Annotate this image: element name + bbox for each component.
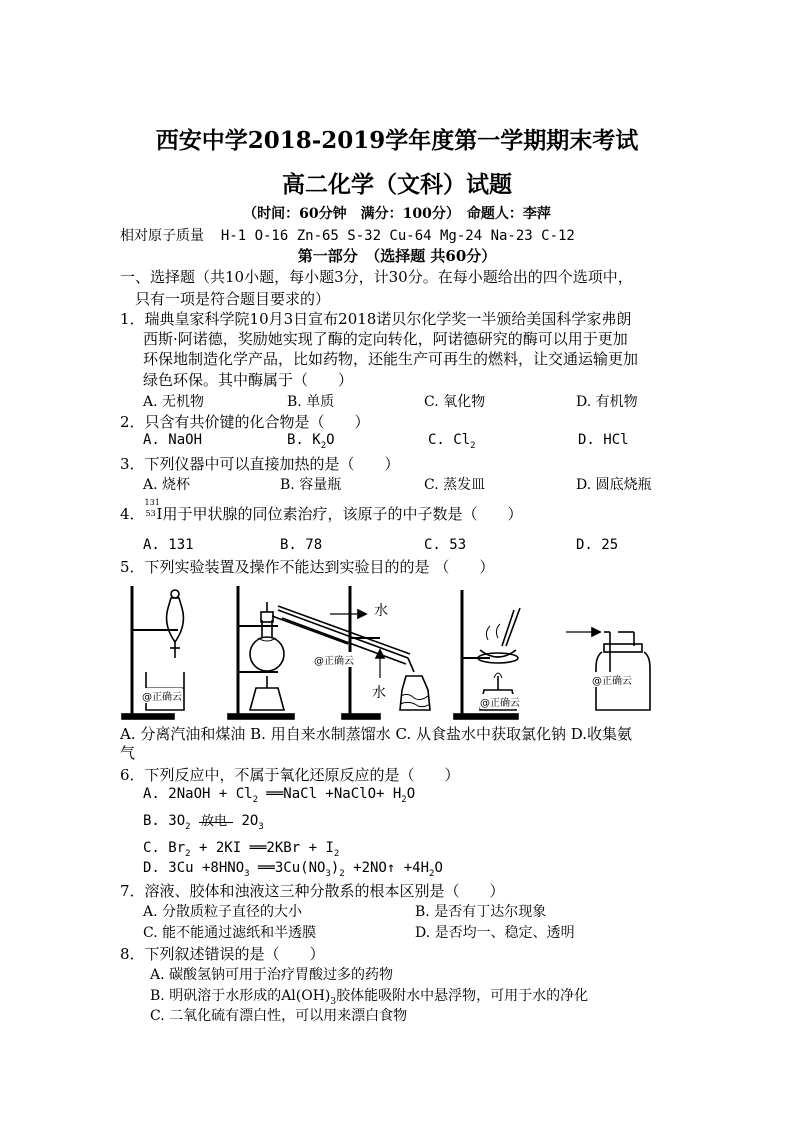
q1-line3: 环保地制造化学产品，比如药物，还能生产可再生的燃料，让交通运输更加 bbox=[143, 350, 639, 368]
q2-option-b: B. $K_2O$ bbox=[287, 432, 335, 451]
q1-line4: 绿色环保。其中酶属于（ ） bbox=[143, 371, 354, 389]
watermark-3: @正确云 bbox=[480, 694, 520, 709]
q4-option-d: D. 25 bbox=[576, 537, 619, 553]
q1-line2: 西斯·阿诺德，奖励她实现了酶的定向转化，阿诺德研究的酶可以用于更加 bbox=[143, 330, 628, 348]
q8-option-b: B. 明矾溶于水形成的$Al(OH)_3$胶体能吸附水中悬浮物，可用于水的净化 bbox=[150, 988, 589, 1007]
water-label-bottom: 水 bbox=[372, 685, 386, 701]
part1-title: 第一部分 （选择题 共60分） bbox=[297, 247, 497, 265]
exam-subtitle: 高二化学（文科）试题 bbox=[282, 171, 512, 198]
q7-option-d: D. 是否均一、稳定、透明 bbox=[415, 925, 575, 941]
q4-option-b: B. 78 bbox=[280, 537, 323, 553]
q4-number: 4． bbox=[120, 505, 145, 523]
q6-stem: 6．下列反应中，不属于氧化还原反应的是（ ） bbox=[120, 766, 460, 784]
exam-meta: （时间：60分钟 满分：100分） 命题人：李萍 bbox=[243, 206, 551, 222]
q2-option-a: A. NaOH bbox=[143, 432, 203, 448]
q1-option-d: D. 有机物 bbox=[576, 394, 638, 410]
q8-stem: 8．下列叙述错误的是（ ） bbox=[120, 945, 325, 963]
q6-option-a: A. 2NaOH + $Cl_2$ ══NaCl +NaClO+ $H_2O$ bbox=[143, 786, 416, 805]
q3-option-b: B. 容量瓶 bbox=[280, 477, 342, 493]
q7-option-c: C. 能不能通过滤纸和半透膜 bbox=[143, 925, 317, 941]
q1-option-b: B. 单质 bbox=[287, 394, 335, 410]
q2-option-c: C. $Cl_2$ bbox=[428, 432, 476, 451]
q7-stem: 7．溶液、胶体和浊液这三种分散系的根本区别是（ ） bbox=[120, 882, 505, 900]
q1-option-c: C. 氧化物 bbox=[424, 394, 486, 410]
q5-stem: 5．下列实验装置及操作不能达到实验目的的是 （ ） bbox=[120, 558, 495, 576]
q4-stem-line bbox=[120, 498, 523, 524]
atomic-mass-label: 相对原子质量 bbox=[120, 228, 204, 244]
q2-option-d: D. HCl bbox=[578, 432, 629, 448]
q5-options-line1: A. 分离汽油和煤油 B. 用自来水制蒸馏水 C. 从食盐水中获取氯化钠 D.收集氨 bbox=[120, 725, 632, 743]
apparatus-svg bbox=[118, 580, 678, 722]
gas-collection-apparatus bbox=[566, 628, 650, 710]
q7-option-a: A. 分散质粒子直径的大小 bbox=[143, 904, 303, 920]
watermark-1: @正确云 bbox=[142, 688, 182, 703]
q6-b-condition: 放电 bbox=[201, 814, 228, 829]
q1-option-a: A. 无机物 bbox=[143, 394, 205, 410]
watermark-2: @正确云 bbox=[314, 652, 354, 667]
exam-title: 西安中学2018-2019学年度第一学期期末考试 bbox=[155, 127, 639, 154]
q8-option-c: C. 二氧化硫有漂白性，可以用来漂白食物 bbox=[150, 1008, 408, 1024]
q1-line1: 1．瑞典皇家科学院10月3日宣布2018诺贝尔化学奖一半颁给美国科学家弗朗 bbox=[120, 310, 632, 328]
instructions-line1: 一、选择题（共10小题，每小题3分，计30分。在每小题给出的四个选项中， bbox=[120, 268, 633, 286]
q5-options-line2: 气 bbox=[120, 744, 136, 762]
q4-stem: 用于甲状腺的同位素治疗，该原子的中子数是（ ） bbox=[162, 505, 523, 523]
water-label-top: 水 bbox=[374, 603, 388, 619]
q4-option-c: C. 53 bbox=[424, 537, 467, 553]
atomic-mass-values: H-1 O-16 Zn-65 S-32 Cu-64 Mg-24 Na-23 C-12 bbox=[220, 228, 575, 244]
q3-option-c: C. 蒸发皿 bbox=[424, 477, 486, 493]
q3-option-a: A. 烧杯 bbox=[143, 477, 191, 493]
instructions-line2: 只有一项是符合题目要求的） bbox=[135, 290, 331, 308]
q8-option-a: A. 碳酸氢钠可用于治疗胃酸过多的药物 bbox=[150, 967, 394, 983]
q2-stem: 2．只含有共价键的化合物是（ ） bbox=[120, 413, 370, 431]
q6-option-c: C. $Br_2 + 2KI$ ══2KBr + $I_2$ bbox=[143, 840, 340, 859]
q4-mass-number: 131 bbox=[144, 498, 160, 507]
q5-apparatus-figure bbox=[118, 580, 678, 722]
q3-stem: 3．下列仪器中可以直接加热的是（ ） bbox=[120, 455, 400, 473]
q4-symbol: I bbox=[156, 505, 163, 523]
q4-atomic-number: 53 bbox=[145, 509, 156, 518]
atomic-mass-line bbox=[120, 225, 575, 245]
q3-option-d: D. 圆底烧瓶 bbox=[576, 477, 652, 493]
q4-option-a: A. 131 bbox=[143, 537, 194, 553]
q6-option-b: B. $3O_2$ 放电 $2O_3$ bbox=[143, 813, 264, 832]
q6-option-d: D. $3Cu +8HNO_3$ $══3Cu(NO_3)_2$ +2NO↑ $+4H_2O$ bbox=[143, 860, 443, 879]
q7-option-b: B. 是否有丁达尔现象 bbox=[415, 904, 547, 920]
watermark-4: @正确云 bbox=[592, 672, 632, 687]
